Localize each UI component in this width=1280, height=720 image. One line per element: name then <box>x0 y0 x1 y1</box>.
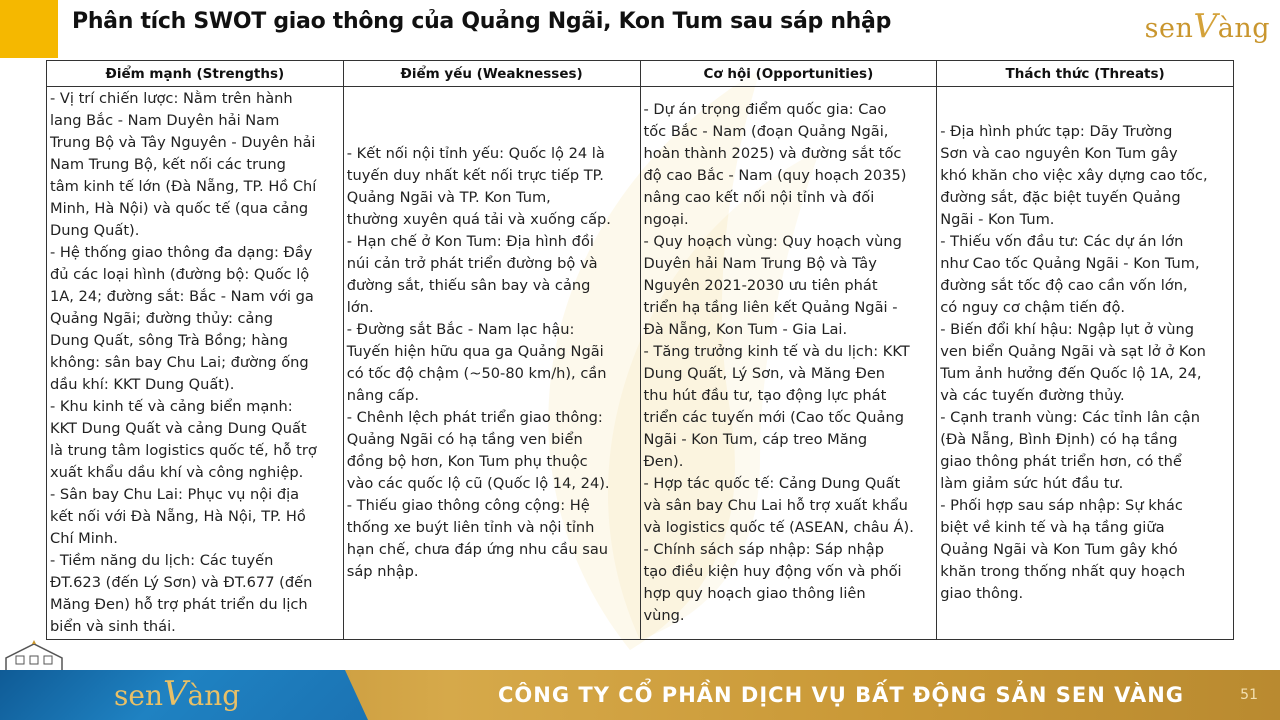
cell-line: đường sắt, đặc biệt tuyến Quảng <box>940 189 1181 206</box>
cell-line: Nam Trung Bộ, kết nối các trung <box>50 156 286 173</box>
cell-line: Dung Quất, Lý Sơn, và Măng Đen <box>643 365 886 382</box>
cell-line: Ngãi - Kon Tum, cáp treo Măng <box>643 431 868 448</box>
cell-line: - Quy hoạch vùng: Quy hoạch vùng <box>643 233 902 250</box>
threats-cell <box>937 87 1234 640</box>
cell-line: Sơn và cao nguyên Kon Tum gây <box>940 145 1178 162</box>
cell-line: khó khăn cho việc xây dựng cao tốc, <box>940 167 1208 184</box>
brand-logo-text-post: àng <box>1217 13 1270 44</box>
cell-line: Dung Quất). <box>50 222 140 239</box>
cell-line: tâm kinh tế lớn (Đà Nẵng, TP. Hồ Chí <box>50 178 317 195</box>
brand-logo <box>1145 6 1270 45</box>
cell-line: - Vị trí chiến lược: Nằm trên hành <box>50 90 293 107</box>
cell-line: - Cạnh tranh vùng: Các tỉnh lân cận <box>940 409 1200 426</box>
cell-line: Chí Minh. <box>50 530 118 547</box>
cell-line: tuyến duy nhất kết nối trực tiếp TP. <box>346 167 604 184</box>
cell-line: hạn chế, chưa đáp ứng nhu cầu sau <box>346 541 609 558</box>
cell-line: độ cao Bắc - Nam (quy hoạch 2035) <box>643 167 907 184</box>
cell-line: biển và sinh thái. <box>50 618 176 635</box>
cell-line: thu hút đầu tư, tạo động lực phát <box>643 387 887 404</box>
cell-line: - Kết nối nội tỉnh yếu: Quốc lộ 24 là <box>346 145 605 162</box>
cell-line: Duyên hải Nam Trung Bộ và Tây <box>643 255 877 272</box>
cell-line: có nguy cơ chậm tiến độ. <box>940 299 1126 316</box>
footer-brand-text-pre: sen <box>114 679 163 712</box>
cell-line: - Biến đổi khí hậu: Ngập lụt ở vùng <box>940 321 1195 338</box>
footer-brand-v: V <box>162 674 188 714</box>
cell-line: - Tiềm năng du lịch: Các tuyến <box>50 552 274 569</box>
cell-line: Dung Quất, sông Trà Bồng; hàng <box>50 332 289 349</box>
cell-line: (Đà Nẵng, Bình Định) có hạ tầng <box>940 431 1178 448</box>
cell-line: tốc Bắc - Nam (đoạn Quảng Ngãi, <box>643 123 889 140</box>
swot-body-row <box>47 87 1234 640</box>
page-title: Phân tích SWOT giao thông của Quảng Ngãi, Kon Tum sau sáp nhập <box>72 9 892 34</box>
cell-line: xuất khẩu dầu khí và công nghiệp. <box>50 464 304 481</box>
cell-line: vùng. <box>643 607 685 624</box>
cell-line: Quảng Ngãi; đường thủy: cảng <box>50 310 273 327</box>
swot-header-row <box>47 61 1234 87</box>
cell-line: Nguyên 2021-2030 ưu tiên phát <box>643 277 878 294</box>
cell-line: - Hợp tác quốc tế: Cảng Dung Quất <box>643 475 901 492</box>
cell-line: Trung Bộ và Tây Nguyên - Duyên hải <box>50 134 316 151</box>
cell-line: khăn trong thống nhất quy hoạch <box>940 563 1186 580</box>
cell-line: hoàn thành 2025) và đường sắt tốc <box>643 145 902 162</box>
cell-line: sáp nhập. <box>346 563 419 580</box>
cell-line: - Dự án trọng điểm quốc gia: Cao <box>643 101 887 118</box>
cell-line: và logistics quốc tế (ASEAN, châu Á). <box>643 519 914 536</box>
cell-line: đường sắt tốc độ cao cần vốn lớn, <box>940 277 1188 294</box>
cell-line: vào các quốc lộ cũ (Quốc lộ 14, 24). <box>346 475 610 492</box>
footer-brand-logo <box>114 674 240 714</box>
cell-line: triển các tuyến mới (Cao tốc Quảng <box>643 409 904 426</box>
page-number: 51 <box>1240 687 1258 703</box>
header-weaknesses: Điểm yếu (Weaknesses) <box>343 61 640 87</box>
cell-line: - Khu kinh tế và cảng biển mạnh: <box>50 398 293 415</box>
cell-line: KKT Dung Quất và cảng Dung Quất <box>50 420 307 437</box>
header-opportunities: Cơ hội (Opportunities) <box>640 61 937 87</box>
cell-line: là trung tâm logistics quốc tế, hỗ trợ <box>50 442 317 459</box>
cell-line: Đà Nẵng, Kon Tum - Gia Lai. <box>643 321 848 338</box>
house-logo-icon <box>0 640 70 670</box>
cell-line: ĐT.623 (đến Lý Sơn) và ĐT.677 (đến <box>50 574 313 591</box>
cell-line: - Sân bay Chu Lai: Phục vụ nội địa <box>50 486 300 503</box>
cell-line: không: sân bay Chu Lai; đường ống <box>50 354 309 371</box>
cell-line: và sân bay Chu Lai hỗ trợ xuất khẩu <box>643 497 908 514</box>
cell-line: - Tăng trưởng kinh tế và du lịch: KKT <box>643 343 910 360</box>
cell-line: - Thiếu vốn đầu tư: Các dự án lớn <box>940 233 1184 250</box>
header-strengths: Điểm mạnh (Strengths) <box>47 61 344 87</box>
company-name: CÔNG TY CỔ PHẦN DỊCH VỤ BẤT ĐỘNG SẢN SEN VÀNG <box>498 683 1185 707</box>
cell-line: - Hệ thống giao thông đa dạng: Đầy <box>50 244 313 261</box>
cell-line: lớn. <box>346 299 374 316</box>
cell-line: - Địa hình phức tạp: Dãy Trường <box>940 123 1173 140</box>
cell-line: - Thiếu giao thông công cộng: Hệ <box>346 497 590 514</box>
cell-line: ven biển Quảng Ngãi và sạt lở ở Kon <box>940 343 1206 360</box>
cell-line: 1A, 24; đường sắt: Bắc - Nam với ga <box>50 288 314 305</box>
accent-square <box>0 0 58 58</box>
opportunities-cell <box>640 87 937 640</box>
cell-line: hợp quy hoạch giao thông liên <box>643 585 866 602</box>
cell-line: - Phối hợp sau sáp nhập: Sự khác <box>940 497 1183 514</box>
cell-line: nâng cấp. <box>346 387 419 404</box>
cell-line: Quảng Ngãi và Kon Tum gây khó <box>940 541 1178 558</box>
cell-line: ngoại. <box>643 211 689 228</box>
cell-line: - Chênh lệch phát triển giao thông: <box>346 409 603 426</box>
cell-line: giao thông. <box>940 585 1024 602</box>
cell-line: Quảng Ngãi và TP. Kon Tum, <box>346 189 551 206</box>
cell-line: - Hạn chế ở Kon Tum: Địa hình đồi <box>346 233 594 250</box>
cell-line: Ngãi - Kon Tum. <box>940 211 1055 228</box>
cell-line: - Chính sách sáp nhập: Sáp nhập <box>643 541 885 558</box>
footer-bar <box>0 670 1280 720</box>
cell-line: biệt về kinh tế và hạ tầng giữa <box>940 519 1165 536</box>
brand-logo-text-pre: sen <box>1144 13 1194 44</box>
cell-line: núi cản trở phát triển đường bộ và <box>346 255 598 272</box>
cell-line: làm giảm sức hút đầu tư. <box>940 475 1124 492</box>
cell-line: đường sắt, thiếu sân bay và cảng <box>346 277 591 294</box>
cell-line: Tum ảnh hưởng đến Quốc lộ 1A, 24, <box>940 365 1202 382</box>
cell-line: Minh, Hà Nội) và quốc tế (qua cảng <box>50 200 309 217</box>
cell-line: dầu khí: KKT Dung Quất). <box>50 376 235 393</box>
cell-line: Tuyến hiện hữu qua ga Quảng Ngãi <box>346 343 604 360</box>
footer-brand-text-post: àng <box>187 679 241 712</box>
cell-line: triển hạ tầng liên kết Quảng Ngãi - <box>643 299 898 316</box>
cell-line: tạo điều kiện huy động vốn và phối <box>643 563 902 580</box>
cell-line: đủ các loại hình (đường bộ: Quốc lộ <box>50 266 310 283</box>
cell-line: Măng Đen) hỗ trợ phát triển du lịch <box>50 596 308 613</box>
weaknesses-cell <box>343 87 640 640</box>
cell-line: Quảng Ngãi có hạ tầng ven biển <box>346 431 583 448</box>
brand-logo-v: V <box>1193 6 1218 45</box>
cell-line: giao thông phát triển hơn, có thể <box>940 453 1182 470</box>
cell-line: nâng cao kết nối nội tỉnh và đối <box>643 189 875 206</box>
cell-line: thường xuyên quá tải và xuống cấp. <box>346 211 611 228</box>
cell-line: đồng bộ hơn, Kon Tum phụ thuộc <box>346 453 588 470</box>
cell-line: - Đường sắt Bắc - Nam lạc hậu: <box>346 321 575 338</box>
cell-line: như Cao tốc Quảng Ngãi - Kon Tum, <box>940 255 1200 272</box>
cell-line: Đen). <box>643 453 684 470</box>
header-threats: Thách thức (Threats) <box>937 61 1234 87</box>
cell-line: có tốc độ chậm (~50-80 km/h), cần <box>346 365 607 382</box>
strengths-cell <box>47 87 344 640</box>
cell-line: và các tuyến đường thủy. <box>940 387 1125 404</box>
swot-table <box>46 60 1234 640</box>
cell-line: lang Bắc - Nam Duyên hải Nam <box>50 112 280 129</box>
cell-line: thống xe buýt liên tỉnh và nội tỉnh <box>346 519 595 536</box>
cell-line: kết nối với Đà Nẵng, Hà Nội, TP. Hồ <box>50 508 306 525</box>
